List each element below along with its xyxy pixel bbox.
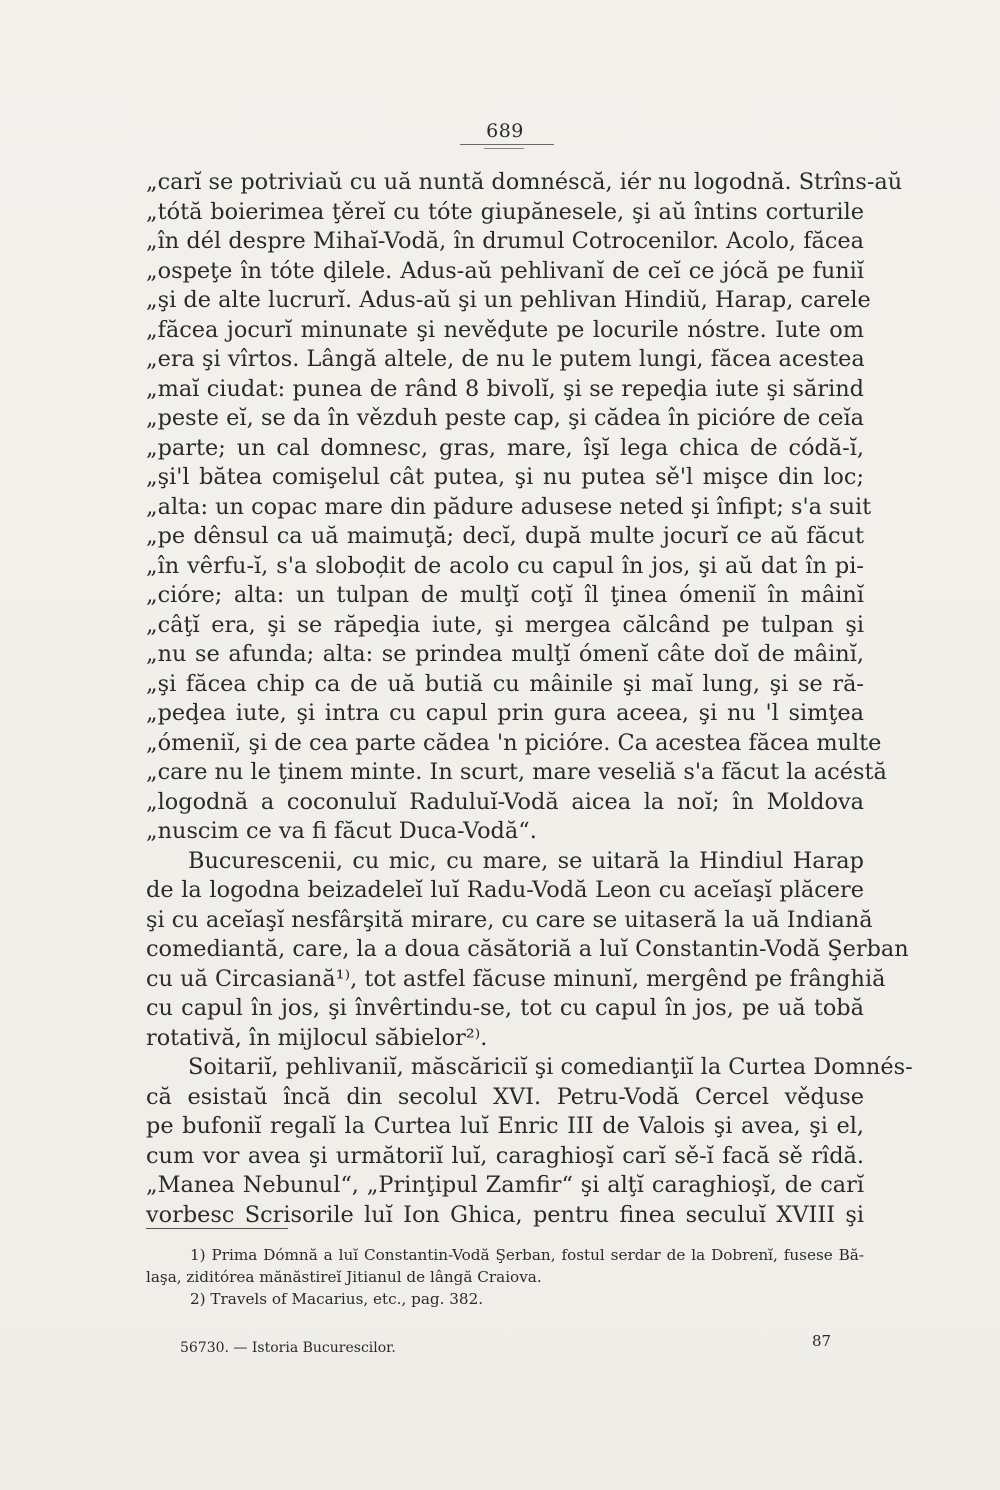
footnote-1-continued: laşa, ziditórea mănăstireĭ Jitianul de lângă Craiova. — [146, 1268, 542, 1286]
text-line: „şi făcea chip ca de uă butiă cu mâinile şi maĭ lung, şi se ră- — [146, 670, 864, 697]
text-line: „parte; un cal domnesc, gras, mare, îşĭ lega chica de códă-ĭ, — [146, 434, 864, 461]
printer-signature: 56730. — Istoria Bucurescilor. — [180, 1340, 396, 1356]
text-line: cu capul în jos, şi învêrtindu-se, tot cu capul în jos, pe uă tobă — [146, 995, 864, 1021]
text-line: „în dél despre Mihaĭ-Vodă, în drumul Cotrocenilor. Acolo, făcea — [146, 228, 864, 254]
text-line: „pe dênsul ca uă maimuţă; decĭ, după multe jocurĭ ce aŭ făcut — [146, 523, 864, 549]
sheet-number: 87 — [812, 1332, 832, 1350]
text-line: „şi'l bătea comişelul cât putea, şi nu putea sě'l mişce din loc; — [146, 464, 864, 490]
page-number-rule-short — [484, 148, 524, 149]
text-line: „şi de alte lucrurĭ. Adus-aŭ şi un pehlivan Hindiŭ, Harap, carele — [146, 287, 871, 313]
text-line: „maĭ ciudat: punea de rând 8 bivolĭ, şi se repeḑia iute şi sărind — [146, 375, 864, 402]
text-line: rotativă, în mijlocul săbielor²⁾. — [146, 1024, 488, 1051]
text-line: „în vêrfu-ĭ, s'a slobod̦it de acolo cu capul în jos, şi aŭ dat în pi- — [146, 552, 864, 579]
footnote-rule — [146, 1228, 288, 1229]
page-number: 689 — [486, 120, 524, 142]
text-line: că esistaŭ încă din secolul XVI. Petru-Vodă Cercel věḑuse — [146, 1083, 864, 1110]
text-line: „cióre; alta: un tulpan de mulţĭ coţĭ îl ţinea ómeniĭ în mâinĭ — [146, 582, 864, 608]
text-line: „ospeţe în tóte ḑilele. Adus-aŭ pehlivanĭ de ceĭ ce jócă pe funiĭ — [146, 257, 864, 284]
footnote-2: 2) Travels of Macarius, etc., pag. 382. — [190, 1290, 484, 1308]
text-line: „ómeniĭ, şi de cea parte cădea 'n picióre. Ca acestea făcea multe — [146, 729, 882, 756]
text-line: comediantă, care, la a doua căsătoriă a luĭ Constantin-Vodă Şerban — [146, 936, 909, 962]
text-line: „nu se afunda; alta: se prindea mulţĭ ómenĭ câte doĭ de mâinĭ, — [146, 641, 864, 667]
text-line: cu uă Circasiană¹⁾, tot astfel făcuse minunĭ, mergênd pe frânghiă — [146, 965, 886, 992]
text-line: „logodnă a coconuluĭ Raduluĭ-Vodă aicea la noĭ; în Moldova — [146, 788, 864, 815]
text-line: vorbesc Scrisorile luĭ Ion Ghica, pentru finea seculuĭ XVIII şi — [146, 1201, 864, 1228]
text-line: „nuscim ce va fi făcut Duca-Vodă“. — [146, 818, 537, 844]
page-number-rule — [460, 144, 554, 145]
text-line: „peste eĭ, se da în vězduh peste cap, şi cădea în picióre de ceĭa — [146, 405, 864, 431]
text-line: şi cu aceĭaşĭ nesfârşită mirare, cu care se uitaseră la uă Indiană — [146, 906, 873, 933]
text-line: cum vor avea şi următoriĭ luĭ, caraghioşĭ carĭ sě-ĭ facă sě rîdă. — [146, 1142, 864, 1169]
text-line: „făcea jocurĭ minunate şi nevěḑute pe locurile nóstre. Iute om — [146, 316, 864, 343]
text-line: „carĭ se potriviaŭ cu uă nuntă domnéscă, iér nu logodnă. Strîns-aŭ — [146, 169, 903, 195]
text-line: „câţĭ era, şi se răpeḑia iute, şi mergea călcând pe tulpan şi — [146, 611, 864, 638]
text-line: „alta: un copac mare din pădure adusese neted şi înfipt; s'a suit — [146, 493, 872, 520]
footnote-1: 1) Prima Dómnă a luĭ Constantin-Vodă Şerban, fostul serdar de la Dobrenĭ, fusese Bă- — [190, 1246, 864, 1264]
footnotes — [146, 1244, 864, 1310]
text-line: „era şi vîrtos. Lângă altele, de nu le putem lungi, făcea acestea — [146, 346, 865, 372]
text-line: Soitariĭ, pehlivaniĭ, măscăriciĭ şi comedianţiĭ la Curtea Domnés- — [188, 1054, 913, 1080]
text-line: „tótă boierimea ţěreĭ cu tóte giupănesele, şi aŭ întins corturile — [146, 198, 864, 225]
text-line: pe bufoniĭ regalĭ la Curtea luĭ Enric III de Valois şi avea, şi el, — [146, 1113, 864, 1139]
text-line: de la logodna beizadeleĭ luĭ Radu-Vodă Leon cu aceĭaşĭ plăcere — [146, 877, 864, 903]
text-line: „peḑea iute, şi intra cu capul prin gura aceea, şi nu 'l simţea — [146, 700, 864, 726]
text-line: Bucurescenii, cu mic, cu mare, se uitară la Hindiul Harap — [188, 847, 864, 874]
text-line: „Manea Nebunul“, „Prinţipul Zamfir“ şi alţĭ caraghioşĭ, de carĭ — [146, 1172, 864, 1198]
body-text — [146, 168, 913, 1230]
text-line: „care nu le ţinem minte. In scurt, mare veseliă s'a făcut la acéstă — [146, 759, 887, 785]
